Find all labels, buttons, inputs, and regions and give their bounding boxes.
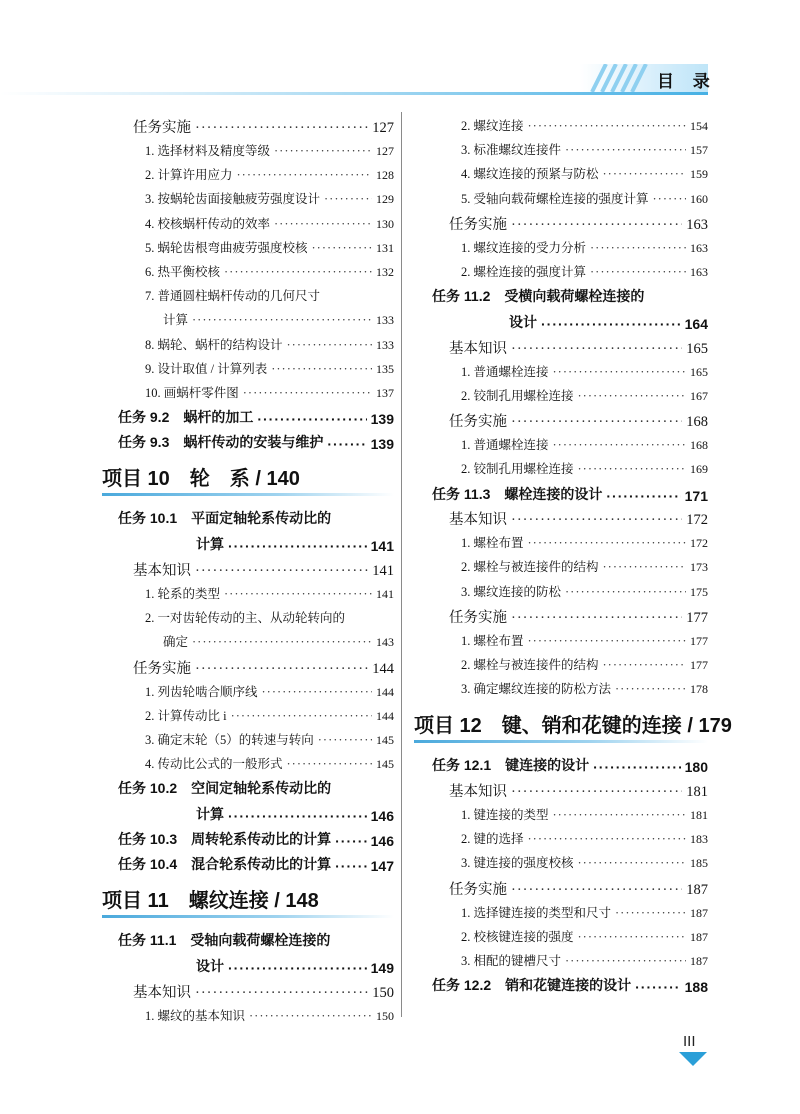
toc-leader-dots: [195, 563, 368, 580]
toc-page-number: 187: [690, 954, 708, 968]
toc-section-entry[interactable]: [449, 878, 708, 899]
toc-item-entry[interactable]: [461, 829, 708, 847]
toc-page-number: 175: [690, 584, 708, 599]
toc-leader-dots: [224, 265, 372, 280]
toc-leader-dots: [578, 856, 686, 871]
toc-leader-dots: [511, 341, 682, 358]
toc-item-entry[interactable]: [461, 189, 708, 207]
toc-entry-title: 4. 螺纹连接的预紧与防松: [461, 167, 599, 182]
toc-leader-dots: [590, 241, 686, 256]
toc-page-number: 133: [376, 313, 394, 328]
toc-page-number: 164: [684, 316, 708, 333]
project-heading-rule: [102, 493, 394, 496]
toc-entry-title: 1. 选择键连接的类型和尺寸: [461, 905, 612, 920]
toc-entry-title: 基本知识: [449, 512, 507, 529]
toc-leader-dots: [192, 313, 372, 328]
toc-leader-dots: [287, 338, 372, 353]
column-divider: [401, 112, 402, 1017]
toc-task-entry[interactable]: [196, 804, 394, 824]
project-heading: 项目 12 键、销和花键的连接 / 179: [414, 715, 732, 738]
toc-entry-title: 任务实施: [449, 216, 507, 233]
toc-entry-title: 8. 蜗轮、蜗杆的结构设计: [145, 337, 283, 352]
toc-page-number: 127: [372, 120, 394, 136]
toc-leader-dots: [231, 709, 372, 724]
toc-leader-dots: [237, 168, 372, 183]
toc-task-entry[interactable]: [118, 508, 394, 528]
toc-entry-title: 任务 9.2 蜗杆的加工: [118, 409, 254, 426]
toc-task-entry[interactable]: [432, 286, 708, 306]
toc-page-number: 137: [376, 386, 394, 400]
toc-page-number: 188: [684, 979, 708, 996]
toc-page-number: 168: [690, 438, 708, 453]
toc-entry-title: 任务 10.1 平面定轴轮系传动比的: [118, 510, 332, 527]
toc-entry-title: 2. 螺纹连接: [461, 119, 524, 133]
toc-entry-title: 1. 螺纹连接的受力分析: [461, 240, 587, 255]
toc-page-number: 187: [686, 881, 708, 898]
toc-leader-dots: [565, 585, 686, 600]
toc-page-number: 143: [376, 635, 394, 650]
toc-page-number: 144: [376, 708, 394, 723]
toc-item-entry[interactable]: [145, 335, 394, 353]
toc-section-entry[interactable]: [449, 213, 708, 234]
toc-entry-title: 3. 确定螺纹连接的防松方法: [461, 682, 612, 697]
toc-leader-dots: [228, 960, 367, 976]
toc-leader-dots: [578, 930, 686, 945]
toc-page-number: 150: [372, 984, 394, 1001]
toc-page-number: 172: [690, 536, 708, 551]
toc-entry-title: 任务 11.2 受横向载荷螺栓连接的: [432, 288, 645, 305]
header-rule: [0, 92, 708, 95]
toc-entry-title: 7. 普通圆柱蜗杆传动的几何尺寸: [145, 289, 321, 304]
toc-page-number: 173: [690, 560, 708, 575]
toc-entry-title: 任务 9.3 蜗杆传动的安装与维护: [118, 433, 324, 450]
toc-entry-title: 2. 铰制孔用螺栓连接: [461, 462, 574, 477]
toc-leader-dots: [553, 365, 686, 380]
toc-leader-dots: [312, 241, 372, 256]
toc-leader-dots: [224, 587, 372, 602]
toc-item-entry[interactable]: [461, 362, 708, 380]
toc-entry-title: 任务 12.1 键连接的设计: [432, 757, 590, 774]
toc-leader-dots: [195, 661, 368, 678]
toc-entry-title: 3. 键连接的强度校核: [461, 856, 574, 871]
toc-leader-dots: [511, 610, 682, 627]
toc-entry-title: 基本知识: [133, 984, 191, 1001]
toc-entry-title: 任务实施: [449, 609, 507, 626]
toc-leader-dots: [653, 192, 686, 207]
project-heading: 项目 11 螺纹连接 / 148: [102, 890, 319, 913]
toc-page-number: 172: [686, 512, 708, 529]
toc-entry-title: 1. 选择材料及精度等级: [145, 144, 271, 158]
toc-page-number: 129: [376, 192, 394, 207]
toc-leader-dots: [274, 217, 372, 232]
toc-item-entry[interactable]: [145, 706, 394, 724]
toc-entry-title: 设计: [509, 314, 537, 331]
toc-entry-title: 2. 一对齿轮传动的主、从动轮转向的: [145, 611, 346, 626]
toc-page-number: 150: [376, 1008, 394, 1023]
toc-page-number: 178: [690, 682, 708, 697]
toc-page-number: 157: [690, 143, 708, 158]
toc-entry-title: 任务实施: [449, 881, 507, 898]
toc-leader-dots: [318, 733, 372, 748]
toc-page-number: 139: [370, 411, 394, 428]
toc-item-entry[interactable]: [461, 951, 708, 969]
toc-entry-title: 任务 10.2 空间定轴轮系传动比的: [118, 780, 332, 797]
toc-entry-title: 2. 螺栓与被连接件的结构: [461, 658, 599, 672]
toc-section-entry[interactable]: [133, 981, 394, 1002]
toc-entry-title: 计算: [196, 806, 224, 823]
toc-item-entry[interactable]: [461, 655, 708, 673]
toc-page-number: 144: [372, 660, 394, 677]
toc-leader-dots: [511, 414, 682, 431]
toc-entry-title: 1. 螺栓布置: [461, 633, 524, 648]
page-marker-triangle-icon: [679, 1052, 707, 1066]
toc-leader-dots: [590, 265, 686, 280]
toc-page-number: 181: [686, 784, 708, 800]
toc-task-entry[interactable]: [118, 829, 394, 849]
toc-leader-dots: [192, 635, 372, 650]
toc-page-number: 171: [684, 487, 708, 504]
toc-page-number: 160: [690, 191, 708, 206]
toc-leader-dots: [249, 1009, 372, 1024]
toc-entry-title: 任务 12.2 销和花键连接的设计: [432, 977, 632, 994]
toc-item-entry[interactable]: [461, 533, 708, 551]
toc-entry-title: 5. 蜗轮齿根弯曲疲劳强度校核: [145, 240, 308, 255]
toc-page-number: 180: [684, 759, 708, 776]
toc-leader-dots: [257, 411, 366, 427]
toc-page-number: 146: [370, 833, 394, 849]
toc-task-entry[interactable]: [118, 432, 394, 452]
toc-leader-dots: [195, 985, 368, 1002]
toc-leader-dots: [606, 488, 680, 504]
toc-leader-dots: [511, 784, 682, 801]
toc-leader-dots: [528, 634, 686, 649]
toc-page-number: 128: [376, 168, 394, 183]
toc-page-number: 130: [376, 216, 394, 231]
toc-task-entry[interactable]: [118, 854, 394, 874]
toc-task-entry[interactable]: [118, 407, 394, 427]
toc-item-entry[interactable]: [145, 214, 394, 232]
toc-item-entry[interactable]: [145, 754, 394, 772]
toc-section-entry[interactable]: [449, 337, 708, 358]
toc-page-number: 165: [690, 364, 708, 379]
toc-page-number: 168: [686, 414, 708, 431]
toc-page-number: 139: [370, 435, 394, 452]
toc-entry-title: 任务实施: [449, 414, 507, 431]
toc-entry-title: 3. 按蜗轮齿面接触疲劳强度设计: [145, 192, 321, 207]
toc-leader-dots: [593, 759, 681, 775]
toc-entry-title: 2. 计算许用应力: [145, 168, 233, 183]
toc-task-entry[interactable]: [118, 778, 394, 798]
toc-entry-title: 4. 校核蜗杆传动的效率: [145, 216, 271, 231]
toc-leader-dots: [553, 438, 686, 453]
toc-entry-title: 任务实施: [133, 660, 191, 677]
toc-entry-title: 任务 11.1 受轴向载荷螺栓连接的: [118, 932, 331, 949]
toc-leader-dots: [615, 682, 686, 697]
toc-item-entry[interactable]: [461, 386, 708, 404]
toc-leader-dots: [335, 833, 367, 849]
toc-item-entry[interactable]: [145, 141, 394, 159]
toc-leader-dots: [228, 808, 367, 824]
toc-page-number: 146: [370, 808, 394, 825]
toc-page-number: 167: [690, 389, 708, 403]
toc-item-entry[interactable]: [461, 116, 708, 134]
toc-page-number: 163: [690, 240, 708, 255]
toc-leader-dots: [553, 808, 686, 823]
toc-entry-title: 1. 列齿轮啮合顺序线: [145, 684, 258, 699]
toc-page-number: 141: [372, 563, 394, 579]
toc-leader-dots: [274, 144, 372, 159]
toc-item-entry[interactable]: [461, 631, 708, 649]
header-stripes: [588, 64, 648, 92]
toc-leader-dots: [327, 436, 366, 452]
toc-item-entry[interactable]: [145, 1006, 394, 1024]
toc-item-entry[interactable]: [461, 262, 708, 280]
toc-leader-dots: [511, 882, 682, 899]
toc-entry-title: 1. 螺纹的基本知识: [145, 1008, 246, 1023]
toc-leader-dots: [324, 192, 372, 207]
toc-item-entry[interactable]: [461, 582, 708, 600]
toc-entry-title: 1. 普通螺栓连接: [461, 364, 549, 379]
toc-leader-dots: [528, 536, 686, 551]
toc-item-entry[interactable]: [145, 359, 394, 377]
toc-entry-title: 确定: [163, 635, 189, 650]
toc-task-entry[interactable]: [432, 755, 708, 775]
toc-entry-title: 基本知识: [133, 563, 191, 579]
toc-section-entry[interactable]: [133, 559, 394, 580]
toc-item-entry[interactable]: [145, 189, 394, 207]
toc-entry-title: 2. 螺栓与被连接件的结构: [461, 560, 599, 575]
toc-entry-title: 任务 10.3 周转轮系传动比的计算: [118, 831, 332, 847]
toc-page-number: 177: [686, 609, 708, 626]
toc-entry-title: 设计: [196, 958, 224, 975]
toc-task-entry[interactable]: [432, 484, 708, 504]
toc-item-entry[interactable]: [145, 682, 394, 700]
toc-entry-title: 任务 10.4 混合轮系传动比的计算: [118, 855, 332, 872]
toc-page-number: 187: [690, 905, 708, 920]
toc-leader-dots: [528, 119, 686, 134]
project-heading: 项目 10 轮 系 / 140: [102, 468, 300, 491]
toc-entry-title: 2. 计算传动比 i: [145, 708, 227, 723]
page-number: III: [683, 1033, 696, 1050]
toc-page-number: 141: [370, 538, 394, 555]
toc-entry-title: 1. 轮系的类型: [145, 587, 221, 601]
toc-entry-title: 3. 相配的键槽尺寸: [461, 954, 562, 968]
toc-entry-title: 1. 普通螺栓连接: [461, 438, 549, 453]
toc-entry-title: 2. 螺栓连接的强度计算: [461, 265, 587, 279]
toc-item-entry[interactable]: [163, 310, 394, 328]
toc-page-number: 181: [690, 808, 708, 822]
toc-leader-dots: [541, 316, 681, 332]
toc-page-number: 131: [376, 240, 394, 255]
toc-entry-title: 5. 受轴向载荷螺栓连接的强度计算: [461, 191, 649, 206]
toc-page-number: 185: [690, 856, 708, 871]
toc-entry-title: 2. 校核键连接的强度: [461, 929, 574, 944]
toc-entry-title: 3. 标准螺纹连接件: [461, 143, 562, 158]
toc-leader-dots: [287, 757, 372, 772]
toc-item-entry[interactable]: [461, 805, 708, 823]
toc-entry-title: 任务 11.3 螺栓连接的设计: [432, 485, 603, 502]
toc-page-number: 149: [370, 960, 394, 977]
toc-entry-title: 基本知识: [449, 784, 507, 800]
toc-entry-title: 2. 铰制孔用螺栓连接: [461, 389, 574, 403]
toc-entry-title: 计算: [196, 536, 224, 553]
toc-entry-title: 6. 热平衡校核: [145, 265, 221, 279]
toc-item-entry[interactable]: [461, 164, 708, 182]
toc-entry-title: 1. 键连接的类型: [461, 808, 549, 822]
toc-section-entry[interactable]: [133, 116, 394, 137]
toc-leader-dots: [511, 512, 682, 529]
toc-page-number: 154: [690, 119, 708, 133]
toc-section-entry[interactable]: [449, 606, 708, 627]
toc-page-number: 177: [690, 633, 708, 648]
toc-task-entry[interactable]: [118, 930, 394, 950]
toc-page-number: 183: [690, 832, 708, 847]
toc-task-entry[interactable]: [196, 534, 394, 554]
toc-leader-dots: [635, 979, 681, 995]
toc-item-entry[interactable]: [461, 238, 708, 256]
toc-page-number: 145: [376, 733, 394, 747]
toc-item-entry[interactable]: [145, 383, 394, 401]
toc-leader-dots: [528, 832, 686, 847]
toc-item-entry[interactable]: [461, 903, 708, 921]
toc-task-entry[interactable]: [509, 312, 708, 332]
toc-page-number: 132: [376, 265, 394, 279]
toc-leader-dots: [243, 386, 372, 401]
toc-entry-title: 3. 螺纹连接的防松: [461, 584, 562, 599]
toc-entry-title: 任务实施: [133, 120, 191, 136]
toc-page-number: 165: [686, 340, 708, 357]
toc-leader-dots: [603, 560, 686, 575]
toc-entry-title: 3. 确定末轮（5）的转速与转向: [145, 733, 314, 747]
toc-leader-dots: [511, 217, 682, 234]
toc-leader-dots: [228, 538, 367, 554]
toc-entry-title: 9. 设计取值 / 计算列表: [145, 361, 268, 376]
toc-page-number: 127: [376, 144, 394, 158]
toc-page-number: 133: [376, 337, 394, 352]
toc-leader-dots: [195, 120, 368, 137]
toc-page-number: 135: [376, 361, 394, 376]
toc-section-entry[interactable]: [133, 657, 394, 678]
toc-leader-dots: [271, 362, 372, 377]
toc-item-entry[interactable]: [461, 853, 708, 871]
toc-item-entry[interactable]: [145, 584, 394, 602]
toc-section-entry[interactable]: [449, 410, 708, 431]
toc-item-entry[interactable]: [461, 459, 708, 477]
toc-item-entry[interactable]: [145, 730, 394, 748]
toc-item-entry[interactable]: [145, 262, 394, 280]
toc-page-number: 145: [376, 757, 394, 772]
toc-item-entry[interactable]: [145, 165, 394, 183]
toc-leader-dots: [603, 658, 686, 673]
toc-item-entry[interactable]: [461, 140, 708, 158]
toc-page-number: 187: [690, 929, 708, 944]
toc-task-entry[interactable]: [196, 956, 394, 976]
toc-page-number: 163: [686, 216, 708, 233]
toc-item-entry[interactable]: [145, 286, 394, 304]
toc-leader-dots: [565, 143, 686, 158]
toc-page-number: 177: [690, 658, 708, 672]
toc-leader-dots: [578, 389, 686, 404]
toc-item-entry[interactable]: [145, 238, 394, 256]
toc-item-entry[interactable]: [461, 435, 708, 453]
toc-page-number: 159: [690, 167, 708, 182]
toc-entry-title: 基本知识: [449, 340, 507, 357]
toc-item-entry[interactable]: [145, 608, 394, 626]
toc-item-entry[interactable]: [461, 679, 708, 697]
toc-section-entry[interactable]: [449, 508, 708, 529]
toc-leader-dots: [565, 954, 686, 969]
toc-page-number: 163: [690, 265, 708, 279]
toc-leader-dots: [603, 167, 686, 182]
toc-page-number: 147: [370, 857, 394, 874]
toc-entry-title: 计算: [163, 313, 189, 328]
toc-page-number: 141: [376, 587, 394, 601]
project-heading-rule: [414, 740, 708, 743]
toc-leader-dots: [578, 462, 686, 477]
toc-entry-title: 2. 键的选择: [461, 832, 524, 847]
toc-page-number: 144: [376, 684, 394, 699]
toc-section-entry[interactable]: [449, 780, 708, 801]
toc-leader-dots: [335, 858, 367, 874]
toc-item-entry[interactable]: [163, 632, 394, 650]
toc-task-entry[interactable]: [432, 975, 708, 995]
toc-item-entry[interactable]: [461, 927, 708, 945]
page-title: 目 录: [657, 72, 717, 91]
toc-entry-title: 4. 传动比公式的一般形式: [145, 757, 283, 772]
toc-item-entry[interactable]: [461, 557, 708, 575]
toc-entry-title: 1. 螺栓布置: [461, 536, 524, 551]
toc-entry-title: 10. 画蜗杆零件图: [145, 386, 239, 400]
toc-leader-dots: [262, 685, 372, 700]
project-heading-rule: [102, 915, 394, 918]
toc-leader-dots: [615, 906, 686, 921]
toc-page-number: 169: [690, 462, 708, 477]
